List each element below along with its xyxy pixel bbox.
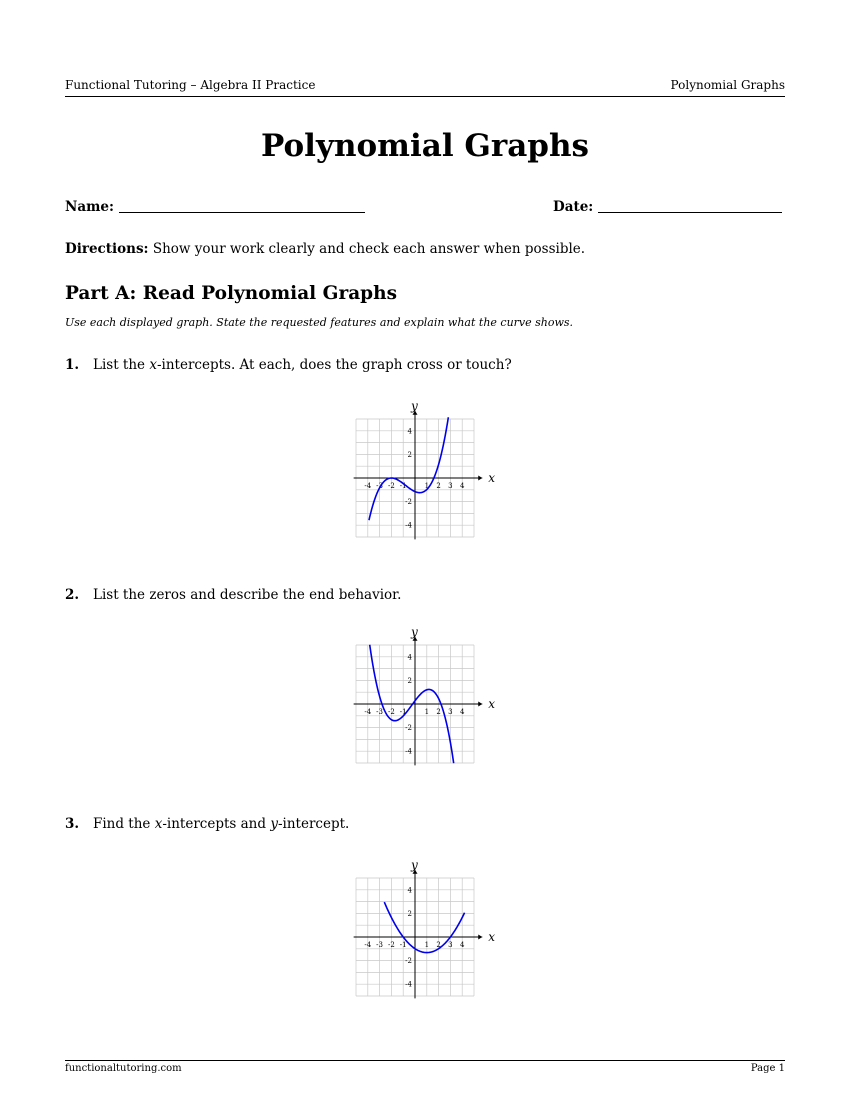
x-tick-label: 1 [424, 941, 430, 949]
y-tick-label: 4 [407, 653, 412, 662]
question-text: List the zeros and describe the end behavior. [93, 587, 402, 603]
graph-2 [345, 624, 495, 774]
footer-left: functionaltutoring.com [65, 1063, 182, 1074]
date-row [553, 198, 782, 215]
graph-3 [345, 857, 495, 1007]
header-left: Functional Tutoring – Algebra II Practice [65, 78, 316, 92]
part-a-title: Part A: Read Polynomial Graphs [65, 283, 397, 304]
x-tick-label: 4 [459, 482, 465, 490]
date-blank[interactable] [598, 198, 782, 213]
x-tick-label: -1 [399, 482, 407, 490]
x-tick-label: 1 [424, 482, 430, 490]
x-tick-label: 2 [436, 941, 441, 949]
question-3 [65, 816, 349, 832]
x-tick-label: -4 [364, 941, 372, 949]
x-axis-label: x [488, 930, 495, 944]
y-axis-label: y [411, 399, 418, 413]
graph-1 [345, 398, 495, 548]
x-tick-label: 4 [459, 708, 465, 716]
x-axis-arrow [478, 702, 482, 707]
x-tick-label: -3 [376, 708, 384, 716]
x-tick-label: 2 [436, 482, 441, 490]
header-rule [65, 96, 785, 97]
x-tick-label: -2 [387, 482, 395, 490]
x-tick-label: 3 [448, 941, 453, 949]
date-label: Date: [553, 199, 594, 215]
part-a-subtitle: Use each displayed graph. State the requested features and explain what the curve shows. [65, 316, 574, 329]
y-tick-label: 2 [407, 450, 412, 459]
x-tick-label: -4 [364, 708, 372, 716]
x-axis-arrow [478, 476, 482, 481]
x-tick-label: 3 [448, 708, 453, 716]
question-number: 3. [65, 816, 80, 832]
question-number: 2. [65, 587, 80, 603]
page-title: Polynomial Graphs [261, 128, 589, 164]
directions [65, 241, 585, 257]
x-axis-arrow [478, 935, 482, 940]
footer-right: Page 1 [750, 1063, 785, 1074]
y-tick-label: -2 [405, 724, 412, 733]
question-2 [65, 587, 401, 603]
x-tick-label: -2 [387, 941, 395, 949]
footer-rule [65, 1060, 785, 1061]
name-blank[interactable] [119, 198, 365, 213]
x-tick-label: -1 [399, 941, 407, 949]
y-tick-label: 2 [407, 909, 412, 918]
x-tick-label: -3 [376, 941, 384, 949]
question-1 [65, 357, 512, 373]
x-axis-label: x [488, 471, 495, 485]
directions-text: Show your work clearly and check each answer when possible. [148, 241, 586, 257]
y-tick-label: 4 [407, 886, 412, 895]
y-tick-label: -4 [405, 521, 412, 530]
header-right: Polynomial Graphs [670, 78, 785, 92]
question-text: List the x-intercepts. At each, does the graph cross or touch? [93, 357, 512, 373]
name-label: Name: [65, 199, 114, 215]
x-tick-label: 4 [459, 941, 465, 949]
y-axis-label: y [411, 858, 418, 872]
x-tick-label: -3 [376, 482, 384, 490]
y-tick-label: -4 [405, 747, 412, 756]
x-tick-label: 2 [436, 708, 441, 716]
directions-label: Directions: [65, 241, 149, 257]
y-tick-label: 2 [407, 676, 412, 685]
y-tick-label: -2 [405, 498, 412, 507]
x-tick-label: 3 [448, 482, 453, 490]
x-tick-label: -2 [387, 708, 395, 716]
x-axis-label: x [488, 697, 495, 711]
x-tick-label: -4 [364, 482, 372, 490]
y-tick-label: 4 [407, 427, 412, 436]
x-tick-label: -1 [399, 708, 407, 716]
x-tick-label: 1 [424, 708, 430, 716]
y-tick-label: -4 [405, 980, 412, 989]
y-tick-label: -2 [405, 957, 412, 966]
curve [370, 645, 454, 763]
question-number: 1. [65, 357, 80, 373]
name-row [65, 198, 365, 215]
question-text: Find the x-intercepts and y-intercept. [93, 816, 350, 832]
y-axis-label: y [411, 625, 418, 639]
